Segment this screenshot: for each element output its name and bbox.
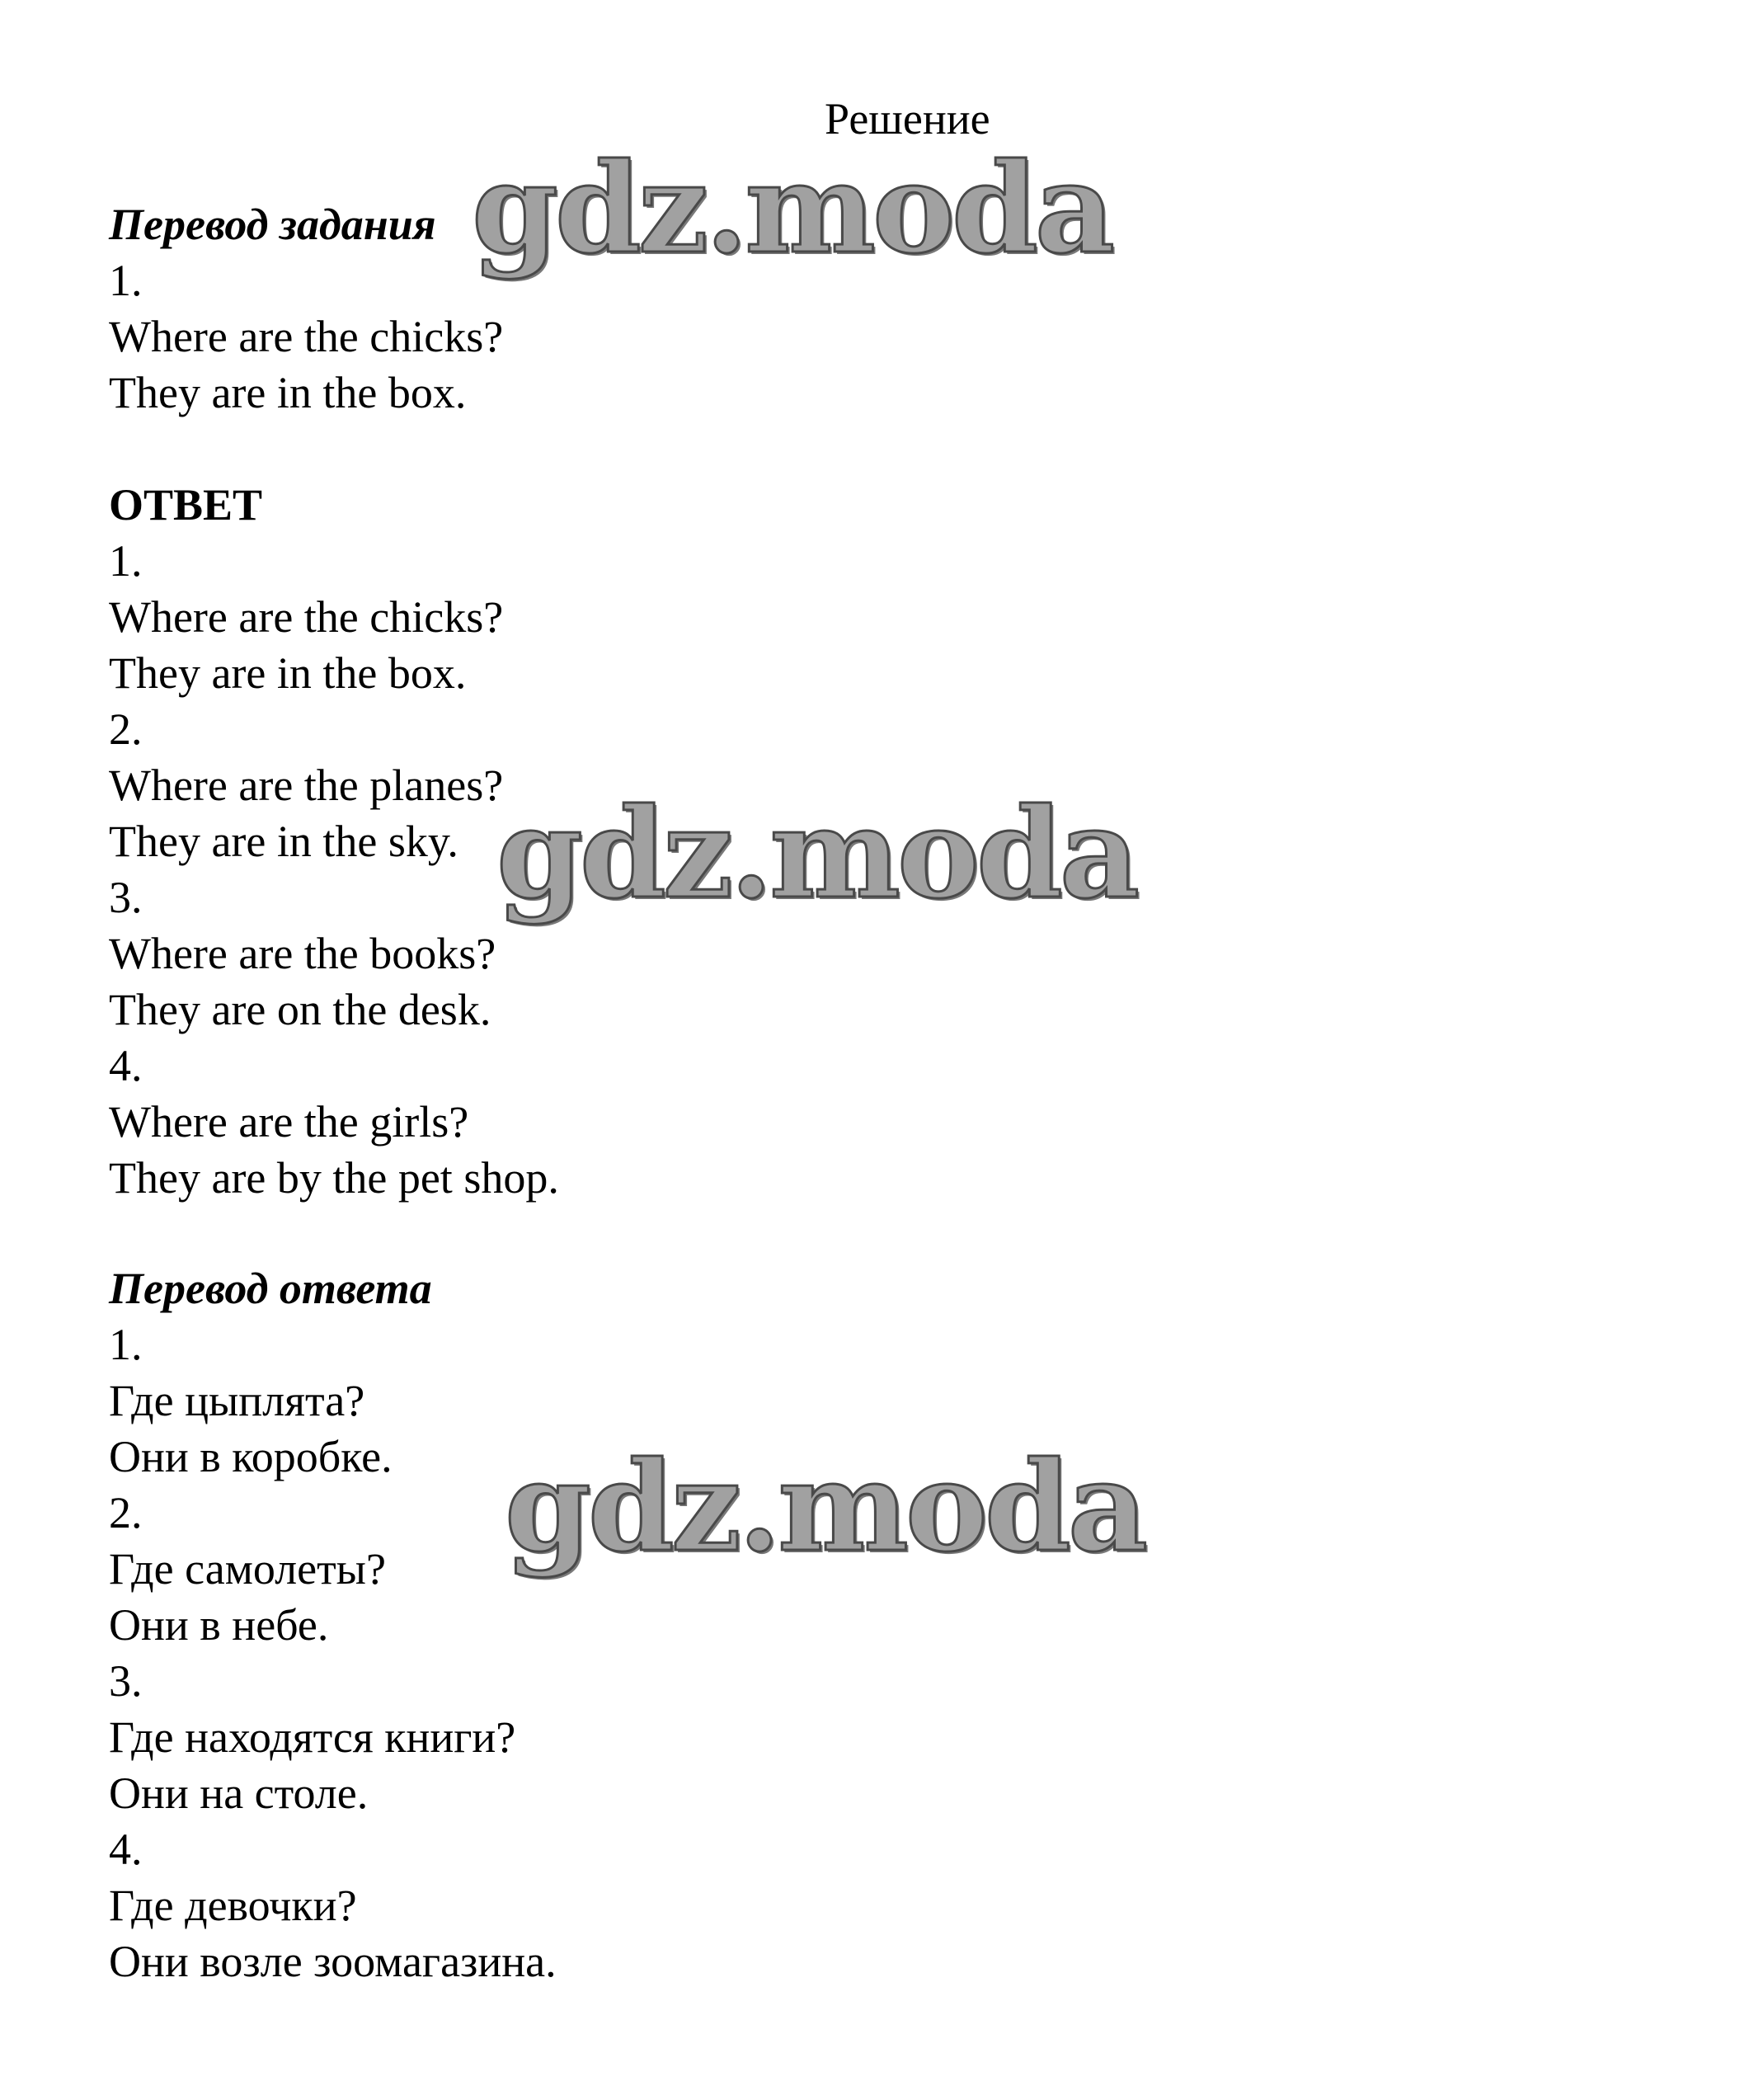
answer-item-number: 3. xyxy=(109,873,143,922)
task-item-question: Where are the chicks? xyxy=(109,312,504,361)
answer-item-question: Where are the chicks? xyxy=(109,592,504,642)
page-title: Решение xyxy=(825,94,990,144)
translation-item-answer: Они на столе. xyxy=(109,1768,369,1818)
watermark-logo: gdz.moda xyxy=(472,136,1112,281)
translation-item-answer: Они в коробке. xyxy=(109,1432,393,1481)
translation-item-question: Где цыплята? xyxy=(109,1376,365,1425)
answer-item-answer: They are on the desk. xyxy=(109,985,491,1034)
answer-item-question: Where are the books? xyxy=(109,929,496,978)
answer-item-number: 1. xyxy=(109,536,143,586)
answer-item-number: 2. xyxy=(109,704,143,754)
translation-item-question: Где самолеты? xyxy=(109,1544,386,1594)
answer-item-answer: They are in the sky. xyxy=(109,817,458,866)
task-translation-heading: Перевод задания xyxy=(109,200,436,249)
answer-translation-heading: Перевод ответа xyxy=(109,1264,432,1313)
answer-item-number: 4. xyxy=(109,1041,143,1090)
answer-item-answer: They are in the box. xyxy=(109,648,467,698)
translation-item-number: 3. xyxy=(109,1656,143,1706)
translation-item-question: Где девочки? xyxy=(109,1881,357,1930)
answer-item-question: Where are the planes? xyxy=(109,760,504,810)
translation-item-number: 4. xyxy=(109,1825,143,1874)
task-item-number: 1. xyxy=(109,256,143,305)
translation-item-number: 2. xyxy=(109,1488,143,1537)
answer-heading: ОТВЕТ xyxy=(109,480,263,530)
translation-item-number: 1. xyxy=(109,1320,143,1369)
task-item-answer: They are in the box. xyxy=(109,368,467,417)
answer-item-question: Where are the girls? xyxy=(109,1097,469,1147)
translation-item-question: Где находятся книги? xyxy=(109,1712,516,1762)
translation-item-answer: Они возле зоомагазина. xyxy=(109,1937,557,1986)
watermark-logo: gdz.moda xyxy=(505,1434,1145,1580)
watermark-logo: gdz.moda xyxy=(496,781,1137,926)
translation-item-answer: Они в небе. xyxy=(109,1600,329,1650)
answer-item-answer: They are by the pet shop. xyxy=(109,1153,559,1203)
